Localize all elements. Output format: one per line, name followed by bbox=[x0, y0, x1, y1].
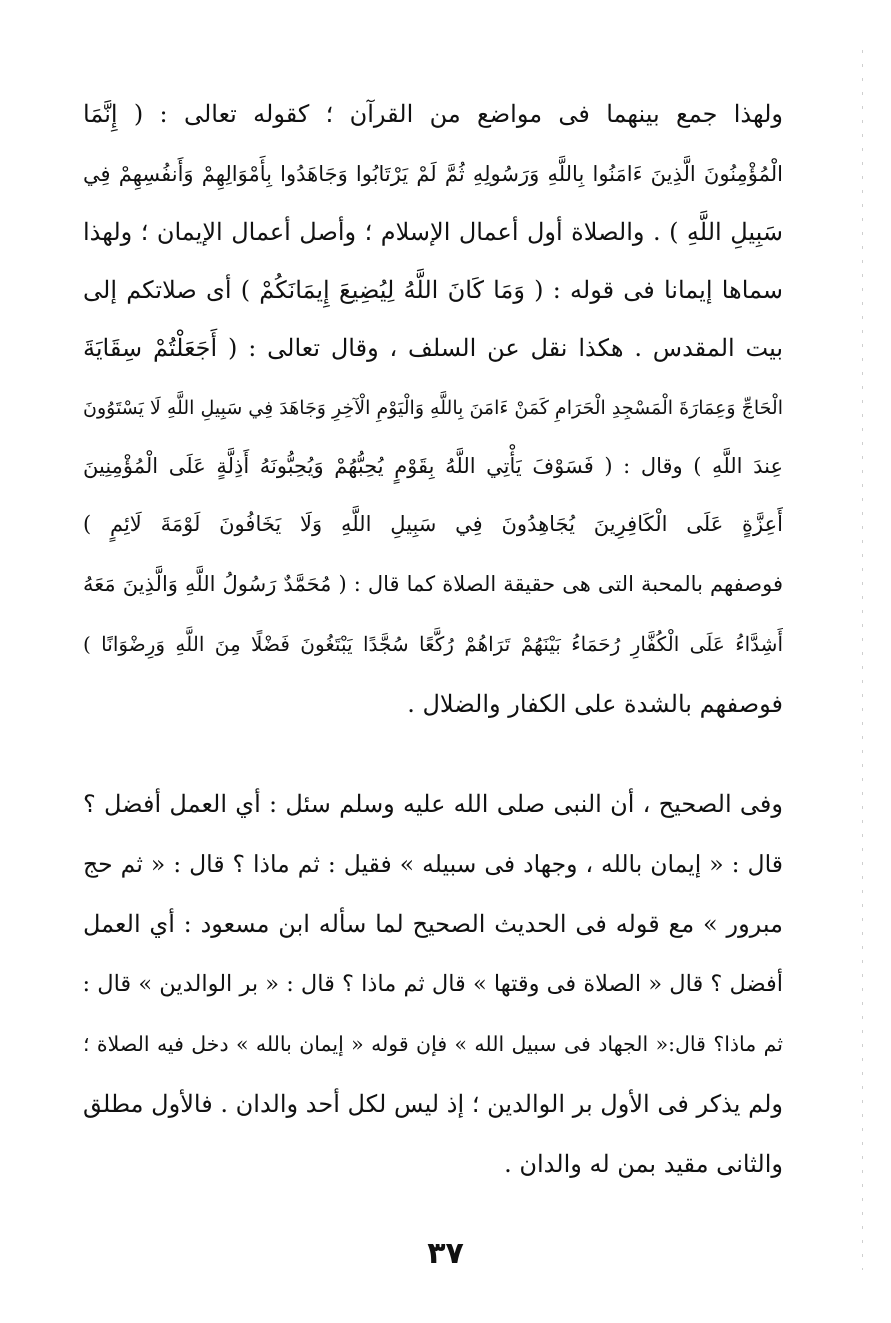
page-number: ٣٧ bbox=[427, 1236, 464, 1271]
quran-verse-line: أَعِزَّةٍ عَلَى الْكَافِرِينَ يُجَاهِدُونَ فِي سَبِيلِ اللَّهِ وَلَا يَخَافُونَ لَوْمَةَ لَائِمٍ ) bbox=[83, 512, 783, 536]
text-line: ولم يذكر فى الأول بر الوالدين ؛ إذ ليس لكل أحد والدان . فالأول مطلق bbox=[83, 1090, 783, 1118]
text-line: ثم ماذا؟ قال:« الجهاد فى سبيل الله » فإن قوله « إيمان بالله » دخل فيه الصلاة ؛ bbox=[83, 1032, 783, 1056]
quran-verse-line: عِندَ اللَّهِ ) وقال : ( فَسَوْفَ يَأْتِي اللَّهُ بِقَوْمٍ يُحِبُّهُمْ وَيُحِبُّونَهُ أَذِلَّةٍ عَلَى الْمُؤْمِنِينَ bbox=[83, 454, 783, 478]
text-line: فوصفهم بالشدة على الكفار والضلال . bbox=[407, 690, 783, 718]
quran-verse-line: الْمُؤْمِنُونَ الَّذِينَ ءَامَنُوا بِاللَّهِ وَرَسُولِهِ ثُمَّ لَمْ يَرْتَابُوا وَجَاهَدُوا بِأَمْوَالِهِمْ وَأَنفُسِهِمْ فِي bbox=[83, 162, 783, 186]
page-edge-mark bbox=[862, 50, 863, 1270]
text-line: وفى الصحيح ، أن النبى صلى الله عليه وسلم سئل : أي العمل أفضل ؟ bbox=[83, 790, 783, 818]
text-line: قال : « إيمان بالله ، وجهاد فى سبيله » فقيل : ثم ماذا ؟ قال : « ثم حج bbox=[83, 850, 783, 878]
text-line: بيت المقدس . هكذا نقل عن السلف ، وقال تعالى : ( أَجَعَلْتُمْ سِقَايَةَ bbox=[83, 334, 783, 362]
text-line: ولهذا جمع بينهما فى مواضع من القرآن ؛ كقوله تعالى : ( إِنَّمَا bbox=[83, 100, 783, 128]
text-line: سماها إيمانا فى قوله : ( وَمَا كَانَ اللَّهُ لِيُضِيعَ إِيمَانَكُمْ ) أى صلاتكم إلى bbox=[83, 276, 783, 304]
quran-verse-line: أَشِدَّاءُ عَلَى الْكُفَّارِ رُحَمَاءُ بَيْنَهُمْ تَرَاهُمْ رُكَّعًا سُجَّدًا يَبْتَغُونَ فَضْلًا مِنَ اللَّهِ وَرِضْوَانًا ) bbox=[83, 632, 783, 656]
quran-verse-line: الْحَاجِّ وَعِمَارَةَ الْمَسْجِدِ الْحَرَامِ كَمَنْ ءَامَنَ بِاللَّهِ وَالْيَوْمِ الْآخِرِ وَجَاهَدَ فِي سَبِيلِ اللَّهِ لَا يَسْتَوُونَ bbox=[83, 397, 783, 419]
text-line: أفضل ؟ قال « الصلاة فى وقتها » قال ثم ماذا ؟ قال : « بر الوالدين » قال : bbox=[83, 971, 783, 997]
text-line: والثانى مقيد بمن له والدان . bbox=[504, 1150, 783, 1178]
text-line: فوصفهم بالمحبة التى هى حقيقة الصلاة كما قال : ( مُحَمَّدٌ رَسُولُ اللَّهِ وَالَّذِينَ مَعَهُ bbox=[83, 572, 783, 596]
text-line: مبرور » مع قوله فى الحديث الصحيح لما سأله ابن مسعود : أي العمل bbox=[83, 910, 783, 938]
text-line: سَبِيلِ اللَّهِ ) . والصلاة أول أعمال الإسلام ؛ وأصل أعمال الإيمان ؛ ولهذا bbox=[83, 218, 783, 246]
